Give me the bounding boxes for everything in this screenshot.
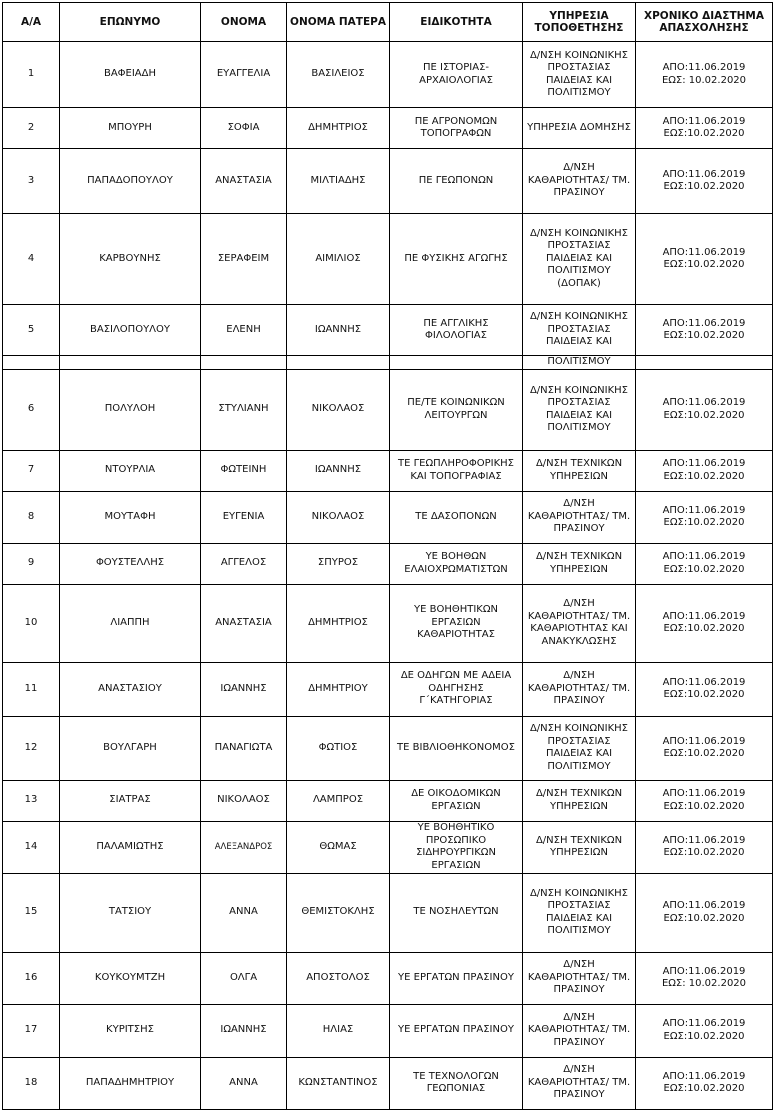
cell-father: ΛΑΜΠΡΟΣ: [287, 780, 390, 821]
period-to: ΕΩΣ:10.02.2020: [663, 912, 745, 924]
cell-specialty: ΥΕ ΕΡΓΑΤΩΝ ΠΡΑΣΙΝΟΥ: [390, 952, 523, 1004]
cell-name: ΙΩΑΝΝΗΣ: [201, 662, 287, 716]
cell-service: Δ/ΝΣΗ ΚΑΘΑΡΙΟΤΗΤΑΣ/ ΤΜ. ΠΡΑΣΙΝΟΥ: [523, 1004, 636, 1057]
period-from: ΑΠΟ:11.06.2019: [662, 62, 746, 73]
table-row: [3, 952, 773, 1004]
cell-name: ΣΟΦΙΑ: [201, 108, 287, 149]
cell-surname: ΤΑΤΣΙΟΥ: [60, 873, 201, 952]
table-row: [3, 821, 773, 873]
period-from: ΑΠΟ:11.06.2019: [662, 168, 746, 180]
period-to: ΕΩΣ:10.02.2020: [663, 847, 745, 858]
cell-aa: 9: [3, 543, 60, 584]
period-to: ΕΩΣ:10.02.2020: [663, 470, 745, 482]
cell-name: ΑΝΝΑ: [201, 1057, 287, 1109]
cell-surname: ΠΑΛΑΜΙΩΤΗΣ: [60, 821, 201, 873]
cell-period: [636, 662, 773, 716]
cell-specialty: [390, 356, 523, 370]
cell-period: [636, 305, 773, 356]
cell-service: Δ/ΝΣΗ ΤΕΧΝΙΚΩΝ ΥΠΗΡΕΣΙΩΝ: [523, 450, 636, 491]
cell-surname: ΒΑΣΙΛΟΠΟΥΛΟΥ: [60, 305, 201, 356]
cell-period: [636, 450, 773, 491]
cell-service: Δ/ΝΣΗ ΚΑΘΑΡΙΟΤΗΤΑΣ/ ΤΜ. ΠΡΑΣΙΝΟΥ: [523, 491, 636, 543]
cell-aa: 15: [3, 873, 60, 952]
period-from: ΑΠΟ:11.06.2019: [662, 676, 746, 688]
period-from: ΑΠΟ:11.06.2019: [662, 317, 746, 329]
cell-father: ΙΩΑΝΝΗΣ: [287, 305, 390, 356]
cell-aa: 2: [3, 108, 60, 149]
header-aa: Α/Α: [3, 3, 60, 42]
cell-aa: 17: [3, 1004, 60, 1057]
cell-surname: [60, 356, 201, 370]
table-row: [3, 780, 773, 821]
table-row: [3, 450, 773, 491]
cell-surname: ΠΑΠΑΔΗΜΗΤΡΙΟΥ: [60, 1057, 201, 1109]
cell-surname: ΜΟΥΤΑΦΗ: [60, 491, 201, 543]
cell-specialty: ΥΕ ΕΡΓΑΤΩΝ ΠΡΑΣΙΝΟΥ: [390, 1004, 523, 1057]
cell-period: [636, 1057, 773, 1109]
period-to: ΕΩΣ: 10.02.2020: [661, 74, 747, 86]
cell-period: [636, 821, 773, 873]
cell-name: ΙΩΑΝΝΗΣ: [201, 1004, 287, 1057]
cell-aa: 13: [3, 780, 60, 821]
table-row: [3, 543, 773, 584]
period-to: ΕΩΣ:10.02.2020: [663, 330, 745, 341]
table-row: [3, 305, 773, 356]
cell-aa: [3, 356, 60, 370]
period-from: ΑΠΟ:11.06.2019: [662, 900, 746, 911]
cell-specialty: ΠΕ ΓΕΩΠΟΝΩΝ: [390, 149, 523, 214]
period-to: ΕΩΣ: 10.02.2020: [661, 978, 747, 989]
cell-service: Δ/ΝΣΗ ΚΑΘΑΡΙΟΤΗΤΑΣ/ ΤΜ. ΚΑΘΑΡΙΟΤΗΤΑΣ ΚΑΙ ΑΝΑΚΥΚΛΩΣΗΣ: [523, 584, 636, 662]
cell-service: Δ/ΝΣΗ ΤΕΧΝΙΚΩΝ ΥΠΗΡΕΣΙΩΝ: [523, 780, 636, 821]
table-row: [3, 662, 773, 716]
period-to: ΕΩΣ:10.02.2020: [663, 259, 745, 270]
cell-name: ΣΕΡΑΦΕΙΜ: [201, 214, 287, 305]
cell-specialty: ΠΕ ΑΓΡΟΝΟΜΩΝ ΤΟΠΟΓΡΑΦΩΝ: [390, 108, 523, 149]
cell-service: Δ/ΝΣΗ ΚΟΙΝΩΝΙΚΗΣ ΠΡΟΣΤΑΣΙΑΣ ΠΑΙΔΕΙΑΣ ΚΑΙ ΠΟΛΙΤΙΣΜΟΥ: [523, 873, 636, 952]
cell-specialty: ΥΕ ΒΟΗΘΗΤΙΚΩΝ ΕΡΓΑΣΙΩΝ ΚΑΘΑΡΙΟΤΗΤΑΣ: [390, 584, 523, 662]
cell-period: [636, 214, 773, 305]
table-row: [3, 214, 773, 305]
period-from: ΑΠΟ:11.06.2019: [662, 735, 746, 747]
cell-surname: ΚΟΥΚΟΥΜΤΖΗ: [60, 952, 201, 1004]
cell-aa: 18: [3, 1057, 60, 1109]
cell-name: ΑΓΓΕΛΟΣ: [201, 543, 287, 584]
cell-surname: ΝΤΟΥΡΛΙΑ: [60, 450, 201, 491]
cell-service: Δ/ΝΣΗ ΚΑΘΑΡΙΟΤΗΤΑΣ/ ΤΜ. ΠΡΑΣΙΝΟΥ: [523, 952, 636, 1004]
table-row: [3, 42, 773, 108]
cell-service: Δ/ΝΣΗ ΤΕΧΝΙΚΩΝ ΥΠΗΡΕΣΙΩΝ: [523, 543, 636, 584]
period-from: ΑΠΟ:11.06.2019: [662, 115, 746, 127]
header-period: ΧΡΟΝΙΚΟ ΔΙΑΣΤΗΜΑ ΑΠΑΣΧΟΛΗΣΗΣ: [636, 3, 773, 42]
cell-specialty: ΠΕ ΙΣΤΟΡΙΑΣ-ΑΡΧΑΙΟΛΟΓΙΑΣ: [390, 42, 523, 108]
period-to: ΕΩΣ:10.02.2020: [663, 1030, 745, 1042]
cell-period: [636, 716, 773, 780]
cell-father: ΔΗΜΗΤΡΙΟΣ: [287, 108, 390, 149]
period-from: ΑΠΟ:11.06.2019: [662, 834, 746, 846]
cell-name: ΟΛΓΑ: [201, 952, 287, 1004]
cell-specialty: ΠΕ/ΤΕ ΚΟΙΝΩΝΙΚΩΝ ΛΕΙΤΟΥΡΓΩΝ: [390, 369, 523, 450]
period-from: ΑΠΟ:11.06.2019: [662, 610, 746, 622]
cell-father: ΘΕΜΙΣΤΟΚΛΗΣ: [287, 873, 390, 952]
cell-father: ΦΩΤΙΟΣ: [287, 716, 390, 780]
table-row: [3, 1057, 773, 1109]
cell-service: Δ/ΝΣΗ ΚΑΘΑΡΙΟΤΗΤΑΣ/ ΤΜ. ΠΡΑΣΙΝΟΥ: [523, 662, 636, 716]
cell-specialty: ΥΕ ΒΟΗΘΗΤΙΚΟ ΠΡΟΣΩΠΙΚΟ ΣΙΔΗΡΟΥΡΓΙΚΩΝ ΕΡΓΑΣΙΩΝ: [390, 821, 523, 873]
cell-aa: 11: [3, 662, 60, 716]
period-to: ΕΩΣ:10.02.2020: [663, 623, 745, 634]
cell-period: [636, 952, 773, 1004]
period-to: ΕΩΣ:10.02.2020: [663, 409, 745, 421]
cell-specialty: ΤΕ ΒΙΒΛΙΟΘΗΚΟΝΟΜΟΣ: [390, 716, 523, 780]
cell-aa: 8: [3, 491, 60, 543]
cell-service: Δ/ΝΣΗ ΚΟΙΝΩΝΙΚΗΣ ΠΡΟΣΤΑΣΙΑΣ ΠΑΙΔΕΙΑΣ ΚΑΙ ΠΟΛΙΤΙΣΜΟΥ (ΔΟΠΑΚ): [523, 214, 636, 305]
header-father: ΟΝΟΜΑ ΠΑΤΕΡΑ: [287, 3, 390, 42]
cell-specialty: ΤΕ ΤΕΧΝΟΛΟΓΩΝ ΓΕΩΠΟΝΙΑΣ: [390, 1057, 523, 1109]
header-specialty: ΕΙΔΙΚΟΤΗΤΑ: [390, 3, 523, 42]
cell-service: Δ/ΝΣΗ ΚΟΙΝΩΝΙΚΗΣ ΠΡΟΣΤΑΣΙΑΣ ΠΑΙΔΕΙΑΣ ΚΑΙ: [523, 305, 636, 356]
cell-father: ΜΙΛΤΙΑΔΗΣ: [287, 149, 390, 214]
cell-specialty: ΤΕ ΓΕΩΠΛΗΡΟΦΟΡΙΚΗΣ ΚΑΙ ΤΟΠΟΓΡΑΦΙΑΣ: [390, 450, 523, 491]
cell-service: Δ/ΝΣΗ ΚΑΘΑΡΙΟΤΗΤΑΣ/ ΤΜ. ΠΡΑΣΙΝΟΥ: [523, 149, 636, 214]
cell-specialty: ΔΕ ΟΔΗΓΩΝ ΜΕ ΑΔΕΙΑ ΟΔΗΓΗΣΗΣ Γ΄ΚΑΤΗΓΟΡΙΑΣ: [390, 662, 523, 716]
cell-service: Δ/ΝΣΗ ΚΟΙΝΩΝΙΚΗΣ ΠΡΟΣΤΑΣΙΑΣ ΠΑΙΔΕΙΑΣ ΚΑΙ ΠΟΛΙΤΙΣΜΟΥ: [523, 42, 636, 108]
table-row: [3, 149, 773, 214]
cell-surname: ΠΑΠΑΔΟΠΟΥΛΟΥ: [60, 149, 201, 214]
cell-name: ΠΑΝΑΓΙΩΤΑ: [201, 716, 287, 780]
period-from: ΑΠΟ:11.06.2019: [662, 1018, 746, 1029]
cell-name: [201, 356, 287, 370]
cell-father: ΚΩΝΣΤΑΝΤΙΝΟΣ: [287, 1057, 390, 1109]
cell-father: ΝΙΚΟΛΑΟΣ: [287, 491, 390, 543]
cell-aa: 5: [3, 305, 60, 356]
cell-name: ΑΝΑΣΤΑΣΙΑ: [201, 584, 287, 662]
period-to: ΕΩΣ:10.02.2020: [663, 1083, 745, 1094]
table-row: [3, 716, 773, 780]
cell-aa: 3: [3, 149, 60, 214]
period-to: ΕΩΣ:10.02.2020: [663, 800, 745, 812]
period-to: ΕΩΣ:10.02.2020: [663, 517, 745, 528]
cell-service: ΥΠΗΡΕΣΙΑ ΔΟΜΗΣΗΣ: [523, 108, 636, 149]
cell-father: ΑΙΜΙΛΙΟΣ: [287, 214, 390, 305]
cell-period: [636, 584, 773, 662]
cell-service: Δ/ΝΣΗ ΚΟΙΝΩΝΙΚΗΣ ΠΡΟΣΤΑΣΙΑΣ ΠΑΙΔΕΙΑΣ ΚΑΙ ΠΟΛΙΤΙΣΜΟΥ: [523, 369, 636, 450]
cell-surname: ΚΥΡΙΤΣΗΣ: [60, 1004, 201, 1057]
cell-surname: ΜΠΟΥΡΗ: [60, 108, 201, 149]
cell-father: ΑΠΟΣΤΟΛΟΣ: [287, 952, 390, 1004]
cell-specialty: ΤΕ ΔΑΣΟΠΟΝΩΝ: [390, 491, 523, 543]
cell-aa: 4: [3, 214, 60, 305]
cell-surname: ΠΟΛΥΛΟΗ: [60, 369, 201, 450]
header-row: [3, 3, 773, 42]
cell-surname: ΑΝΑΣΤΑΣΙΟΥ: [60, 662, 201, 716]
period-from: ΑΠΟ:11.06.2019: [662, 1070, 746, 1082]
cell-surname: ΦΟΥΣΤΕΛΛΗΣ: [60, 543, 201, 584]
cell-father: ΣΠΥΡΟΣ: [287, 543, 390, 584]
period-from: ΑΠΟ:11.06.2019: [662, 965, 746, 977]
period-to: ΕΩΣ:10.02.2020: [663, 748, 745, 759]
cell-aa: 10: [3, 584, 60, 662]
cell-father: ΔΗΜΗΤΡΙΟΥ: [287, 662, 390, 716]
cell-period: [636, 491, 773, 543]
header-name: ΟΝΟΜΑ: [201, 3, 287, 42]
cell-name: ΕΛΕΝΗ: [201, 305, 287, 356]
cell-specialty: ΠΕ ΑΓΓΛΙΚΗΣ ΦΙΛΟΛΟΓΙΑΣ: [390, 305, 523, 356]
cell-period: [636, 543, 773, 584]
cell-aa: 1: [3, 42, 60, 108]
cell-period: [636, 873, 773, 952]
cell-name: ΑΛΕΞΑΝΔΡΟΣ: [201, 821, 287, 873]
cell-surname: ΒΟΥΛΓΑΡΗ: [60, 716, 201, 780]
cell-service: Δ/ΝΣΗ ΚΟΙΝΩΝΙΚΗΣ ΠΡΟΣΤΑΣΙΑΣ ΠΑΙΔΕΙΑΣ ΚΑΙ ΠΟΛΙΤΙΣΜΟΥ: [523, 716, 636, 780]
cell-father: ΗΛΙΑΣ: [287, 1004, 390, 1057]
cell-aa: 6: [3, 369, 60, 450]
cell-specialty: ΤΕ ΝΟΣΗΛΕΥΤΩΝ: [390, 873, 523, 952]
period-to: ΕΩΣ:10.02.2020: [663, 563, 745, 575]
cell-period: [636, 149, 773, 214]
cell-father: ΙΩΑΝΝΗΣ: [287, 450, 390, 491]
cell-name: ΣΤΥΛΙΑΝΗ: [201, 369, 287, 450]
cell-period: [636, 369, 773, 450]
table-row: [3, 369, 773, 450]
table-row: [3, 491, 773, 543]
cell-name: ΑΝΑΣΤΑΣΙΑ: [201, 149, 287, 214]
cell-aa: 14: [3, 821, 60, 873]
cell-period: [636, 356, 773, 370]
period-from: ΑΠΟ:11.06.2019: [662, 458, 746, 469]
cell-service: Δ/ΝΣΗ ΚΑΘΑΡΙΟΤΗΤΑΣ/ ΤΜ. ΠΡΑΣΙΝΟΥ: [523, 1057, 636, 1109]
table-row: [3, 873, 773, 952]
cell-surname: ΣΙΑΤΡΑΣ: [60, 780, 201, 821]
period-from: ΑΠΟ:11.06.2019: [662, 397, 746, 408]
cell-surname: ΛΙΑΠΠΗ: [60, 584, 201, 662]
header-service: ΥΠΗΡΕΣΙΑ ΤΟΠΟΘΕΤΗΣΗΣ: [523, 3, 636, 42]
cell-service: ΠΟΛΙΤΙΣΜΟΥ: [523, 356, 636, 370]
cell-name: ΝΙΚΟΛΑΟΣ: [201, 780, 287, 821]
cell-father: ΘΩΜΑΣ: [287, 821, 390, 873]
table-row: [3, 108, 773, 149]
cell-service: Δ/ΝΣΗ ΤΕΧΝΙΚΩΝ ΥΠΗΡΕΣΙΩΝ: [523, 821, 636, 873]
period-to: ΕΩΣ:10.02.2020: [663, 689, 745, 700]
period-to: ΕΩΣ:10.02.2020: [663, 181, 745, 192]
cell-father: ΔΗΜΗΤΡΙΟΣ: [287, 584, 390, 662]
cell-period: [636, 1004, 773, 1057]
cell-name: ΑΝΝΑ: [201, 873, 287, 952]
cell-period: [636, 42, 773, 108]
cell-aa: 16: [3, 952, 60, 1004]
period-to: ΕΩΣ:10.02.2020: [663, 128, 745, 139]
cell-specialty: ΥΕ ΒΟΗΘΩΝ ΕΛΑΙΟΧΡΩΜΑΤΙΣΤΩΝ: [390, 543, 523, 584]
cell-father: ΝΙΚΟΛΑΟΣ: [287, 369, 390, 450]
cell-surname: ΒΑΦΕΙΑΔΗ: [60, 42, 201, 108]
cell-aa: 7: [3, 450, 60, 491]
table-row: [3, 356, 773, 370]
period-from: ΑΠΟ:11.06.2019: [662, 551, 746, 562]
cell-specialty: ΠΕ ΦΥΣΙΚΗΣ ΑΓΩΓΗΣ: [390, 214, 523, 305]
staff-table: [2, 2, 773, 1110]
cell-name: ΕΥΓΕΝΙΑ: [201, 491, 287, 543]
period-from: ΑΠΟ:11.06.2019: [662, 246, 746, 258]
cell-name: ΕΥΑΓΓΕΛΙΑ: [201, 42, 287, 108]
table-body: [3, 42, 773, 1110]
cell-period: [636, 780, 773, 821]
cell-aa: 12: [3, 716, 60, 780]
table-row: [3, 1004, 773, 1057]
cell-period: [636, 108, 773, 149]
header-surname: ΕΠΩΝΥΜΟ: [60, 3, 201, 42]
period-from: ΑΠΟ:11.06.2019: [662, 788, 746, 799]
cell-surname: ΚΑΡΒΟΥΝΗΣ: [60, 214, 201, 305]
table-row: [3, 584, 773, 662]
cell-specialty: ΔΕ ΟΙΚΟΔΟΜΙΚΩΝ ΕΡΓΑΣΙΩΝ: [390, 780, 523, 821]
cell-father: ΒΑΣΙΛΕΙΟΣ: [287, 42, 390, 108]
cell-father: [287, 356, 390, 370]
period-from: ΑΠΟ:11.06.2019: [662, 504, 746, 516]
cell-name: ΦΩΤΕΙΝΗ: [201, 450, 287, 491]
